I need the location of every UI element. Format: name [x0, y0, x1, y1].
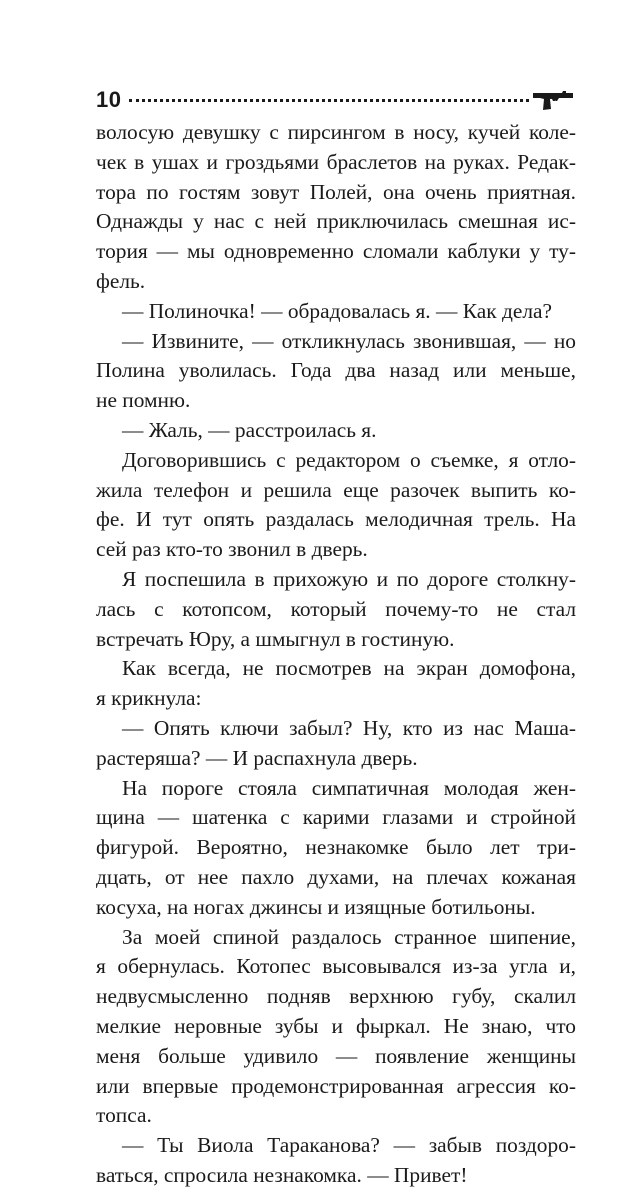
- text-line: — Полиночка! — обрадовалась я. — Как дела?: [122, 298, 552, 323]
- text-line: Договорившись с редактором о съемке, я отло-: [122, 447, 576, 472]
- text-line: тора по гостям зовут Полей, она очень приятная.: [96, 179, 576, 204]
- text-line: — Жаль, — расстроилась я.: [122, 417, 377, 442]
- paragraph: [96, 714, 576, 774]
- text-line: Я поспешила в прихожую и по дороге столкну-: [122, 566, 576, 591]
- text-line: косуха, на ногах джинсы и изящные ботильоны.: [96, 894, 536, 919]
- text-line: встречать Юру, а шмыгнул в гостиную.: [96, 626, 455, 651]
- text-line: дцать, от нее пахло духами, на плечах кожаная: [96, 864, 576, 889]
- text-line: лась с котопсом, который почему-то не стал: [96, 596, 576, 621]
- text-line: Полина уволилась. Года два назад или меньше,: [96, 358, 576, 383]
- text-line: волосую девушку с пирсингом в носу, кучей колe-: [96, 120, 576, 144]
- text-line: щина — шатенка с карими глазами и стройной: [96, 805, 576, 830]
- paragraph: [96, 327, 576, 416]
- text-line: топса.: [96, 1103, 152, 1128]
- paragraph: [96, 654, 576, 714]
- body-text: [96, 118, 576, 1191]
- running-header: [96, 86, 576, 114]
- text-line: Однажды у нас с ней приключилась смешная ис-: [96, 209, 576, 234]
- paragraph: [96, 118, 576, 297]
- text-line: — Ты Виола Тараканова? — забыв поздоро-: [122, 1133, 576, 1158]
- text-line: тория — мы одновременно сломали каблуки у ту-: [96, 239, 576, 264]
- text-line: ваться, спросила незнакомка. — Привет!: [96, 1162, 468, 1187]
- text-line: недвусмысленно подняв верхнюю губу, скалил: [96, 984, 576, 1009]
- paragraph: [96, 774, 576, 923]
- paragraph: [96, 446, 576, 565]
- paragraph: [96, 1131, 576, 1191]
- paragraph: [96, 297, 576, 327]
- paragraph: [96, 416, 576, 446]
- text-line: На пороге стояла симпатичная молодая жен-: [122, 775, 576, 800]
- dotted-rule: [129, 99, 529, 102]
- text-line: сей раз кто-то звонил в дверь.: [96, 537, 368, 562]
- text-line: или впервые продемонстрированная агрессия ко-: [96, 1073, 576, 1098]
- page-number: 10: [96, 87, 122, 112]
- text-line: я крикнула:: [96, 686, 202, 711]
- text-line: За моей спиной раздалось странное шипение,: [122, 924, 576, 949]
- text-line: чек в ушах и гроздьями браслетов на руках. Редак-: [96, 149, 576, 174]
- text-line: меня больше удивило — появление женщины: [96, 1043, 576, 1068]
- text-line: растеряша? — И распахнула дверь.: [96, 745, 418, 770]
- paragraph: [96, 923, 576, 1132]
- text-line: фель.: [96, 268, 146, 293]
- text-line: я обернулась. Котопес высовывался из-за угла и,: [96, 954, 576, 979]
- text-line: жила телефон и решила еще разочек выпить ко-: [96, 477, 576, 502]
- text-line: — Извините, — откликнулась звонившая, — но: [122, 328, 576, 353]
- text-line: — Опять ключи забыл? Ну, кто из нас Маша-: [122, 715, 576, 740]
- text-line: фе. И тут опять раздалась мелодичная трель. На: [96, 507, 576, 532]
- text-line: Как всегда, не посмотрев на экран домофона,: [122, 656, 576, 681]
- text-line: мелкие неровные зубы и фыркал. Не знаю, что: [96, 1013, 576, 1038]
- text-line: фигурой. Вероятно, незнакомке было лет три-: [96, 835, 576, 860]
- paragraph: [96, 565, 576, 654]
- pistol-icon: [532, 89, 574, 111]
- text-line: не помню.: [96, 388, 191, 413]
